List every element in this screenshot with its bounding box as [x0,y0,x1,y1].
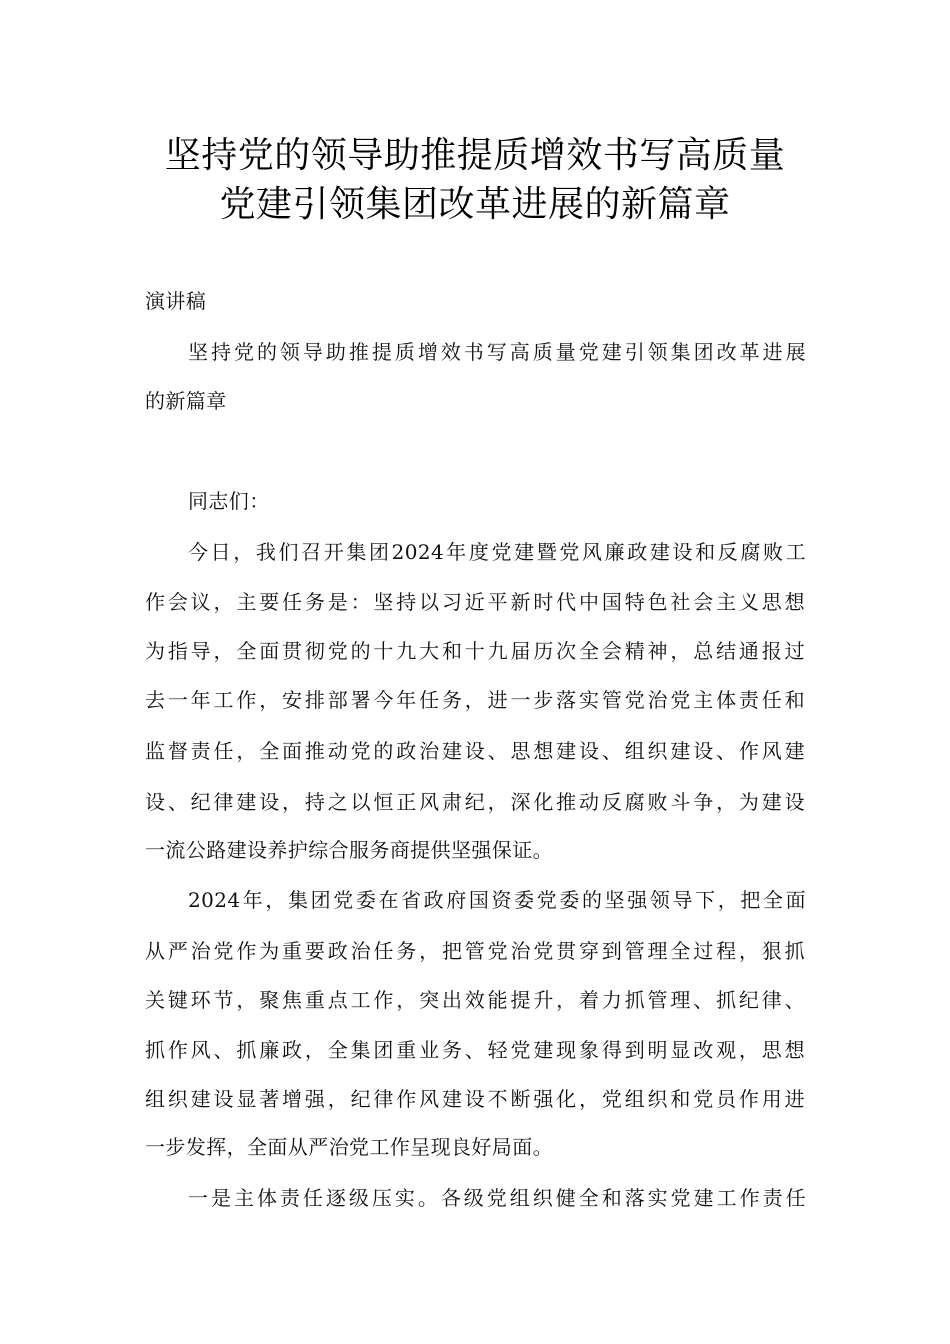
paragraph-2-line-3: 关键环节，聚焦重点工作，突出效能提升，着力抓管理、抓纪律、 [145,988,805,1012]
paragraph-3-line-1: 一是主体责任逐级压实。各级党组织健全和落实党建工作责任 [188,1186,806,1210]
subtitle-line-2: 的新篇章 [145,389,227,413]
paragraph-1-line-1: 今日，我们召开集团2024年度党建暨党风廉政建设和反腐败工 [188,540,806,564]
paragraph-1-line-5: 监督责任，全面推动党的政治建设、思想建设、组织建设、作风建 [145,739,805,763]
document-title-line-2: 党建引领集团改革进展的新篇章 [219,184,731,225]
paragraph-2-line-1: 2024年，集团党委在省政府国资委党委的坚强领导下，把全面 [188,888,806,912]
paragraph-2-line-4: 抓作风、抓廉政，全集团重业务、轻党建现象得到明显改观，思想 [145,1038,805,1062]
document-title-line-1: 坚持党的领导助推提质增效书写高质量 [164,135,786,176]
paragraph-2-line-5: 组织建设显著增强，纪律作风建设不断强化，党组织和党员作用进 [145,1087,805,1111]
subtitle-line-1: 坚持党的领导助推提质增效书写高质量党建引领集团改革进展 [188,340,806,364]
document-label: 演讲稿 [145,289,207,313]
paragraph-1-line-2: 作会议，主要任务是：坚持以习近平新时代中国特色社会主义思想 [145,590,805,614]
paragraph-2-line-6: 一步发挥，全面从严治党工作呈现良好局面。 [145,1135,553,1159]
salutation: 同志们： [188,489,270,513]
paragraph-1-line-4: 去一年工作，安排部署今年任务，进一步落实管党治党主体责任和 [145,688,805,712]
paragraph-2-line-2: 从严治党作为重要政治任务，把管党治党贯穿到管理全过程，狠抓 [145,939,805,963]
paragraph-1-line-7: 一流公路建设养护综合服务商提供坚强保证。 [145,838,553,862]
paragraph-1-line-3: 为指导，全面贯彻党的十九大和十九届历次全会精神，总结通报过 [145,639,805,663]
paragraph-1-line-6: 设、纪律建设，持之以恒正风肃纪，深化推动反腐败斗争，为建设 [145,790,805,814]
